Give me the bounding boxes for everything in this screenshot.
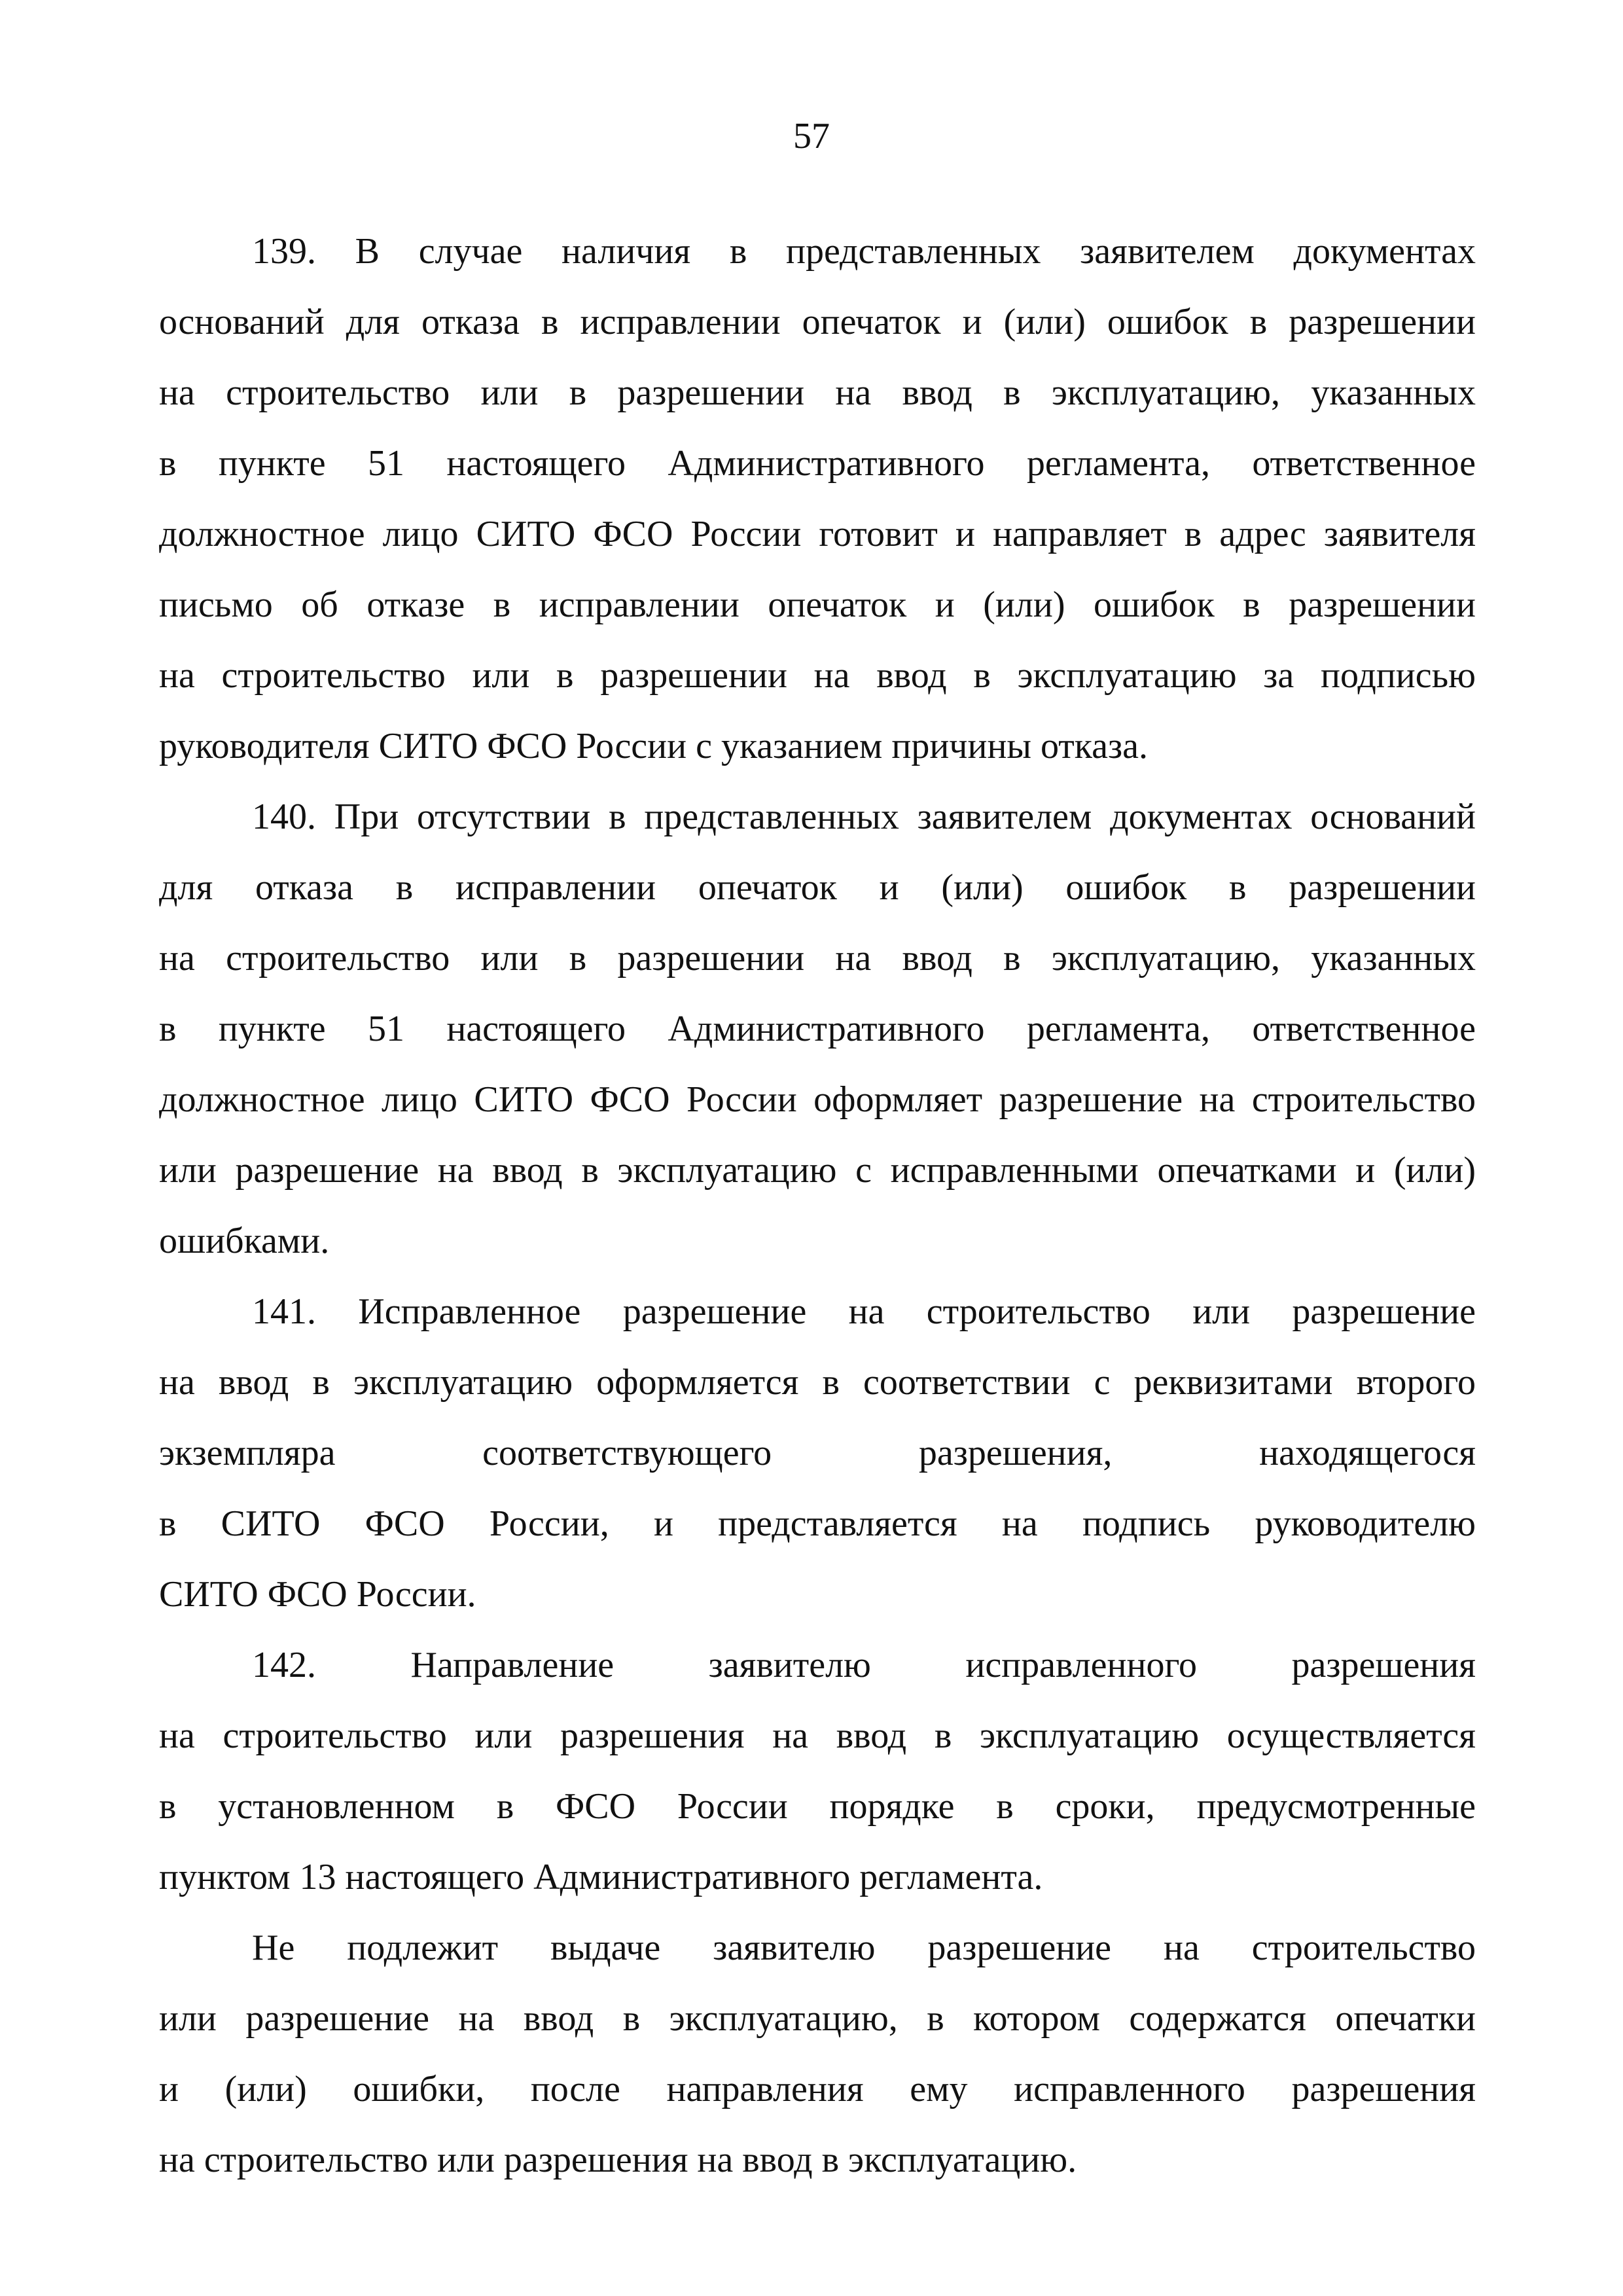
paragraph-line: руководителя СИТО ФСО России с указанием причины отказа.	[159, 726, 1148, 766]
paragraph-line: 139. В случае наличия в представленных заявителем документах	[252, 231, 1476, 272]
paragraph-142	[159, 1630, 1476, 1912]
paragraph-line: письмо об отказе в исправлении опечаток и (или) ошибок в разрешении	[159, 584, 1476, 625]
paragraph-line: и (или) ошибки, после направления ему исправленного разрешения	[159, 2069, 1476, 2109]
paragraph-line: ошибками.	[159, 1221, 330, 1261]
paragraph-line: 140. При отсутствии в представленных заявителем документах оснований	[252, 797, 1476, 837]
paragraph-line: для отказа в исправлении опечаток и (или) ошибок в разрешении	[159, 867, 1476, 908]
paragraph-line: должностное лицо СИТО ФСО России оформляет разрешение на строительство	[159, 1079, 1476, 1120]
paragraph-line: на ввод в эксплуатацию оформляется в соответствии с реквизитами второго	[159, 1362, 1476, 1403]
paragraph-line: оснований для отказа в исправлении опечаток и (или) ошибок в разрешении	[159, 302, 1476, 342]
paragraph-139	[159, 216, 1476, 781]
paragraph-line: 141. Исправленное разрешение на строительство или разрешение	[252, 1291, 1476, 1332]
paragraph-line: должностное лицо СИТО ФСО России готовит и направляет в адрес заявителя	[159, 514, 1476, 554]
paragraph-line: или разрешение на ввод в эксплуатацию с исправленными опечатками и (или)	[159, 1150, 1476, 1191]
paragraph-line: пунктом 13 настоящего Административного регламента.	[159, 1857, 1043, 1897]
paragraph-line: 142. Направление заявителю исправленного разрешения	[252, 1645, 1476, 1685]
paragraph-142-continued	[159, 1912, 1476, 2195]
page-number: 57	[793, 116, 830, 156]
paragraph-line: на строительство или в разрешении на ввод в эксплуатацию, указанных	[159, 372, 1476, 413]
paragraph-line: в пункте 51 настоящего Административного регламента, ответственное	[159, 443, 1476, 484]
paragraph-line: на строительство или разрешения на ввод в эксплуатацию.	[159, 2140, 1077, 2180]
paragraph-line: в пункте 51 настоящего Административного регламента, ответственное	[159, 1009, 1476, 1049]
paragraph-140	[159, 781, 1476, 1276]
paragraph-line: в СИТО ФСО России, и представляется на подпись руководителю	[159, 1503, 1476, 1544]
paragraph-line: СИТО ФСО России.	[159, 1574, 476, 1615]
paragraph-line: Не подлежит выдаче заявителю разрешение на строительство	[252, 1928, 1476, 1968]
paragraph-line: на строительство или разрешения на ввод в эксплуатацию осуществляется	[159, 1715, 1476, 1756]
paragraph-line: экземпляра соответствующего разрешения, находящегося	[159, 1433, 1476, 1473]
document-body	[159, 216, 1476, 2195]
paragraph-line: в установленном в ФСО России порядке в сроки, предусмотренные	[159, 1786, 1476, 1827]
paragraph-line: или разрешение на ввод в эксплуатацию, в котором содержатся опечатки	[159, 1998, 1476, 2039]
paragraph-141	[159, 1276, 1476, 1630]
paragraph-line: на строительство или в разрешении на ввод в эксплуатацию за подписью	[159, 655, 1476, 696]
paragraph-line: на строительство или в разрешении на ввод в эксплуатацию, указанных	[159, 938, 1476, 978]
